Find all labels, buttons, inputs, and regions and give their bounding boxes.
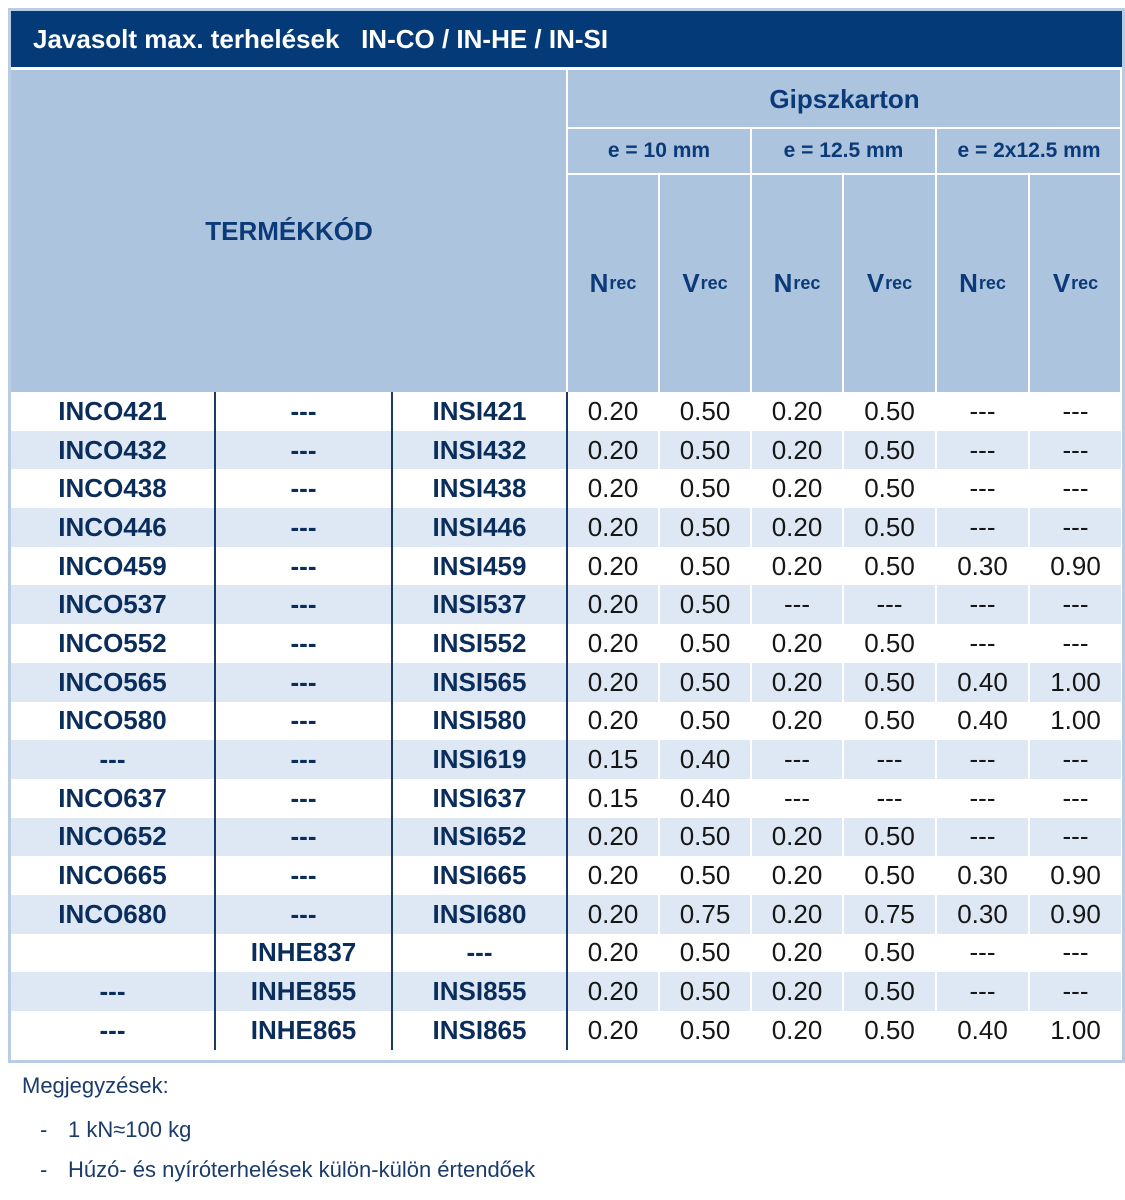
product-code-header: TERMÉKKÓD (205, 215, 373, 246)
nrec-12-5mm-cell: 0.20 (751, 469, 843, 508)
vrec-10mm-cell: 0.75 (659, 895, 751, 934)
nrec-2x12-5mm-cell: --- (936, 431, 1029, 470)
inhe-code-cell: --- (215, 818, 392, 857)
nrec-10mm-cell: 0.20 (567, 934, 659, 973)
nrec-12-5mm-cell: 0.20 (751, 934, 843, 973)
vrec-2x12-5mm-cell: --- (1029, 469, 1122, 508)
nrec-12-5mm-cell: 0.20 (751, 856, 843, 895)
header-divider (842, 174, 844, 392)
thickness-10mm-header: e = 10 mm (607, 139, 711, 162)
nrec-2x12-5mm-cell: 0.40 (936, 702, 1029, 741)
nrec-2x12-5mm-cell: 0.30 (936, 547, 1029, 586)
vrec-12-5mm-cell: 0.50 (843, 972, 936, 1011)
notes-list (22, 1117, 535, 1183)
insi-code-cell: INSI865 (392, 1011, 567, 1050)
vrec-12-5mm-cell: 0.50 (843, 702, 936, 741)
nrec-12-5mm-cell: 0.20 (751, 547, 843, 586)
table-row (11, 779, 1122, 818)
vrec-10mm-cell: 0.50 (659, 1011, 751, 1050)
vrec-10mm-cell: 0.50 (659, 431, 751, 470)
nrec-10mm-cell: 0.20 (567, 469, 659, 508)
insi-code-cell: INSI537 (392, 585, 567, 624)
nrec-12-5mm-cell: --- (751, 779, 843, 818)
nrec-2x12-5mm-cell: 0.30 (936, 856, 1029, 895)
nrec-10mm-cell: 0.20 (567, 818, 659, 857)
table-row (11, 818, 1122, 857)
inco-code-cell: INCO537 (11, 585, 215, 624)
note-bullet: - (40, 1157, 48, 1182)
nrec-2x12-5mm-cell: --- (936, 469, 1029, 508)
inco-code-cell: INCO580 (11, 702, 215, 741)
table-row (11, 392, 1122, 431)
nrec-12-5mm-cell: 0.20 (751, 624, 843, 663)
nrec-12-5mm-cell: 0.20 (751, 895, 843, 934)
header-divider (1120, 70, 1122, 392)
insi-code-cell: INSI855 (392, 972, 567, 1011)
vrec-2x12-5mm-cell: 1.00 (1029, 702, 1122, 741)
note-item (40, 1117, 535, 1143)
nrec-header-10mm: N rec (589, 267, 637, 298)
vrec-12-5mm-cell: --- (843, 779, 936, 818)
inhe-code-cell: --- (215, 547, 392, 586)
insi-code-cell: INSI580 (392, 702, 567, 741)
nrec-12-5mm-cell: 0.20 (751, 1011, 843, 1050)
note-text: 1 kN≈100 kg (68, 1117, 192, 1142)
vrec-12-5mm-cell: 0.50 (843, 469, 936, 508)
nrec-10mm-cell: 0.20 (567, 392, 659, 431)
nrec-12-5mm-cell: 0.20 (751, 702, 843, 741)
notes-section (22, 1073, 535, 1197)
inco-code-cell: INCO665 (11, 856, 215, 895)
vrec-10mm-cell: 0.50 (659, 663, 751, 702)
inco-code-cell: INCO565 (11, 663, 215, 702)
inhe-code-cell: --- (215, 392, 392, 431)
nrec-2x12-5mm-cell: --- (936, 934, 1029, 973)
inhe-code-cell: --- (215, 702, 392, 741)
nrec-12-5mm-cell: --- (751, 585, 843, 624)
inco-code-cell: --- (11, 972, 215, 1011)
nrec-10mm-cell: 0.20 (567, 972, 659, 1011)
insi-code-cell: INSI565 (392, 663, 567, 702)
inhe-code-cell: INHE855 (215, 972, 392, 1011)
inhe-code-cell: --- (215, 895, 392, 934)
header-divider (567, 127, 1122, 129)
inco-code-cell: --- (11, 740, 215, 779)
table-row (11, 585, 1122, 624)
inco-code-cell: INCO421 (11, 392, 215, 431)
vrec-12-5mm-cell: 0.50 (843, 547, 936, 586)
nrec-12-5mm-cell: 0.20 (751, 431, 843, 470)
vrec-12-5mm-cell: 0.50 (843, 856, 936, 895)
insi-code-cell: --- (392, 934, 567, 973)
notes-title: Megjegyzések: (22, 1073, 169, 1098)
vrec-10mm-cell: 0.50 (659, 972, 751, 1011)
vrec-10mm-cell: 0.50 (659, 818, 751, 857)
nrec-10mm-cell: 0.20 (567, 663, 659, 702)
vrec-10mm-cell: 0.50 (659, 624, 751, 663)
nrec-12-5mm-cell: --- (751, 740, 843, 779)
note-text: Húzó- és nyíróterhelések külön-külön értendőek (68, 1157, 536, 1182)
insi-code-cell: INSI665 (392, 856, 567, 895)
inhe-code-cell: INHE837 (215, 934, 392, 973)
nrec-header-12-5mm: N rec (773, 267, 821, 298)
vrec-2x12-5mm-cell: --- (1029, 740, 1122, 779)
vrec-2x12-5mm-cell: --- (1029, 585, 1122, 624)
insi-code-cell: INSI680 (392, 895, 567, 934)
vrec-2x12-5mm-cell: --- (1029, 818, 1122, 857)
nrec-header-2x12-5mm: N rec (959, 267, 1006, 298)
vrec-12-5mm-cell: 0.50 (843, 1011, 936, 1050)
thickness-12-5mm-header: e = 12.5 mm (783, 139, 904, 162)
vrec-10mm-cell: 0.40 (659, 779, 751, 818)
insi-code-cell: INSI552 (392, 624, 567, 663)
vrec-12-5mm-cell: 0.50 (843, 934, 936, 973)
table-title: Javasolt max. terhelések IN-CO / IN-HE / IN-SI (11, 11, 1122, 67)
thickness-2x12-5mm-header: e = 2x12.5 mm (957, 139, 1101, 162)
header-divider (1028, 174, 1030, 392)
inhe-code-cell: --- (215, 508, 392, 547)
nrec-2x12-5mm-cell: --- (936, 740, 1029, 779)
inhe-code-cell: --- (215, 585, 392, 624)
nrec-2x12-5mm-cell: --- (936, 779, 1029, 818)
table-row (11, 702, 1122, 741)
nrec-2x12-5mm-cell: --- (936, 624, 1029, 663)
inco-code-cell: INCO680 (11, 895, 215, 934)
vrec-2x12-5mm-cell: --- (1029, 508, 1122, 547)
vrec-2x12-5mm-cell: 1.00 (1029, 1011, 1122, 1050)
insi-code-cell: INSI637 (392, 779, 567, 818)
inhe-code-cell: INHE865 (215, 1011, 392, 1050)
vrec-header-2x12-5mm: V rec (1052, 267, 1099, 298)
vrec-10mm-cell: 0.40 (659, 740, 751, 779)
vrec-10mm-cell: 0.50 (659, 585, 751, 624)
inco-code-cell: INCO637 (11, 779, 215, 818)
vrec-10mm-cell: 0.50 (659, 508, 751, 547)
inco-code-cell: --- (11, 1011, 215, 1050)
inhe-code-cell: --- (215, 469, 392, 508)
insi-code-cell: INSI432 (392, 431, 567, 470)
nrec-2x12-5mm-cell: --- (936, 972, 1029, 1011)
vrec-10mm-cell: 0.50 (659, 934, 751, 973)
nrec-2x12-5mm-cell: 0.30 (936, 895, 1029, 934)
nrec-12-5mm-cell: 0.20 (751, 663, 843, 702)
nrec-2x12-5mm-cell: --- (936, 585, 1029, 624)
vrec-2x12-5mm-cell: --- (1029, 972, 1122, 1011)
load-table-frame (8, 8, 1125, 1063)
load-data-table (11, 392, 1123, 1050)
nrec-2x12-5mm-cell: 0.40 (936, 663, 1029, 702)
nrec-10mm-cell: 0.20 (567, 624, 659, 663)
nrec-10mm-cell: 0.15 (567, 740, 659, 779)
inco-code-cell: INCO459 (11, 547, 215, 586)
table-row (11, 431, 1122, 470)
inhe-code-cell: --- (215, 431, 392, 470)
table-row (11, 624, 1122, 663)
vrec-2x12-5mm-cell: --- (1029, 779, 1122, 818)
header-divider (750, 128, 752, 392)
header-divider (658, 174, 660, 392)
table-row (11, 547, 1122, 586)
inco-code-cell: INCO438 (11, 469, 215, 508)
nrec-10mm-cell: 0.20 (567, 702, 659, 741)
inhe-code-cell: --- (215, 624, 392, 663)
header-divider (566, 70, 568, 392)
nrec-10mm-cell: 0.15 (567, 779, 659, 818)
vrec-2x12-5mm-cell: 1.00 (1029, 663, 1122, 702)
table-row (11, 740, 1122, 779)
table-row (11, 508, 1122, 547)
vrec-12-5mm-cell: --- (843, 740, 936, 779)
vrec-2x12-5mm-cell: --- (1029, 934, 1122, 973)
nrec-10mm-cell: 0.20 (567, 508, 659, 547)
vrec-2x12-5mm-cell: 0.90 (1029, 856, 1122, 895)
nrec-12-5mm-cell: 0.20 (751, 818, 843, 857)
header-divider (567, 173, 1122, 175)
vrec-12-5mm-cell: 0.50 (843, 431, 936, 470)
vrec-2x12-5mm-cell: --- (1029, 392, 1122, 431)
vrec-12-5mm-cell: --- (843, 585, 936, 624)
vrec-12-5mm-cell: 0.50 (843, 392, 936, 431)
gypsum-board-header: Gipszkarton (769, 83, 920, 114)
table-row (11, 895, 1122, 934)
vrec-2x12-5mm-cell: --- (1029, 431, 1122, 470)
insi-code-cell: INSI459 (392, 547, 567, 586)
inhe-code-cell: --- (215, 740, 392, 779)
inco-code-cell: INCO432 (11, 431, 215, 470)
nrec-10mm-cell: 0.20 (567, 895, 659, 934)
vrec-12-5mm-cell: 0.75 (843, 895, 936, 934)
nrec-2x12-5mm-cell: --- (936, 392, 1029, 431)
insi-code-cell: INSI446 (392, 508, 567, 547)
table-row (11, 972, 1122, 1011)
inhe-code-cell: --- (215, 663, 392, 702)
vrec-2x12-5mm-cell: 0.90 (1029, 547, 1122, 586)
nrec-2x12-5mm-cell: 0.40 (936, 1011, 1029, 1050)
note-item (40, 1157, 535, 1183)
nrec-12-5mm-cell: 0.20 (751, 392, 843, 431)
table-row (11, 663, 1122, 702)
header-divider (935, 128, 937, 392)
inhe-code-cell: --- (215, 779, 392, 818)
table-row (11, 469, 1122, 508)
inco-code-cell (11, 934, 215, 973)
table-row (11, 856, 1122, 895)
nrec-10mm-cell: 0.20 (567, 1011, 659, 1050)
table-row (11, 934, 1122, 973)
inhe-code-cell: --- (215, 856, 392, 895)
insi-code-cell: INSI619 (392, 740, 567, 779)
note-bullet: - (40, 1117, 48, 1142)
vrec-header-12-5mm: V rec (866, 267, 913, 298)
nrec-2x12-5mm-cell: --- (936, 818, 1029, 857)
vrec-header-10mm: V rec (682, 267, 728, 298)
vrec-12-5mm-cell: 0.50 (843, 624, 936, 663)
vrec-10mm-cell: 0.50 (659, 547, 751, 586)
vrec-2x12-5mm-cell: 0.90 (1029, 895, 1122, 934)
vrec-12-5mm-cell: 0.50 (843, 818, 936, 857)
insi-code-cell: INSI421 (392, 392, 567, 431)
nrec-2x12-5mm-cell: --- (936, 508, 1029, 547)
insi-code-cell: INSI438 (392, 469, 567, 508)
nrec-10mm-cell: 0.20 (567, 547, 659, 586)
vrec-12-5mm-cell: 0.50 (843, 663, 936, 702)
inco-code-cell: INCO446 (11, 508, 215, 547)
inco-code-cell: INCO552 (11, 624, 215, 663)
vrec-10mm-cell: 0.50 (659, 856, 751, 895)
nrec-12-5mm-cell: 0.20 (751, 508, 843, 547)
table-row (11, 1011, 1122, 1050)
nrec-10mm-cell: 0.20 (567, 585, 659, 624)
vrec-10mm-cell: 0.50 (659, 469, 751, 508)
nrec-12-5mm-cell: 0.20 (751, 972, 843, 1011)
vrec-2x12-5mm-cell: --- (1029, 624, 1122, 663)
inco-code-cell: INCO652 (11, 818, 215, 857)
nrec-10mm-cell: 0.20 (567, 856, 659, 895)
vrec-10mm-cell: 0.50 (659, 702, 751, 741)
vrec-12-5mm-cell: 0.50 (843, 508, 936, 547)
insi-code-cell: INSI652 (392, 818, 567, 857)
nrec-10mm-cell: 0.20 (567, 431, 659, 470)
vrec-10mm-cell: 0.50 (659, 392, 751, 431)
